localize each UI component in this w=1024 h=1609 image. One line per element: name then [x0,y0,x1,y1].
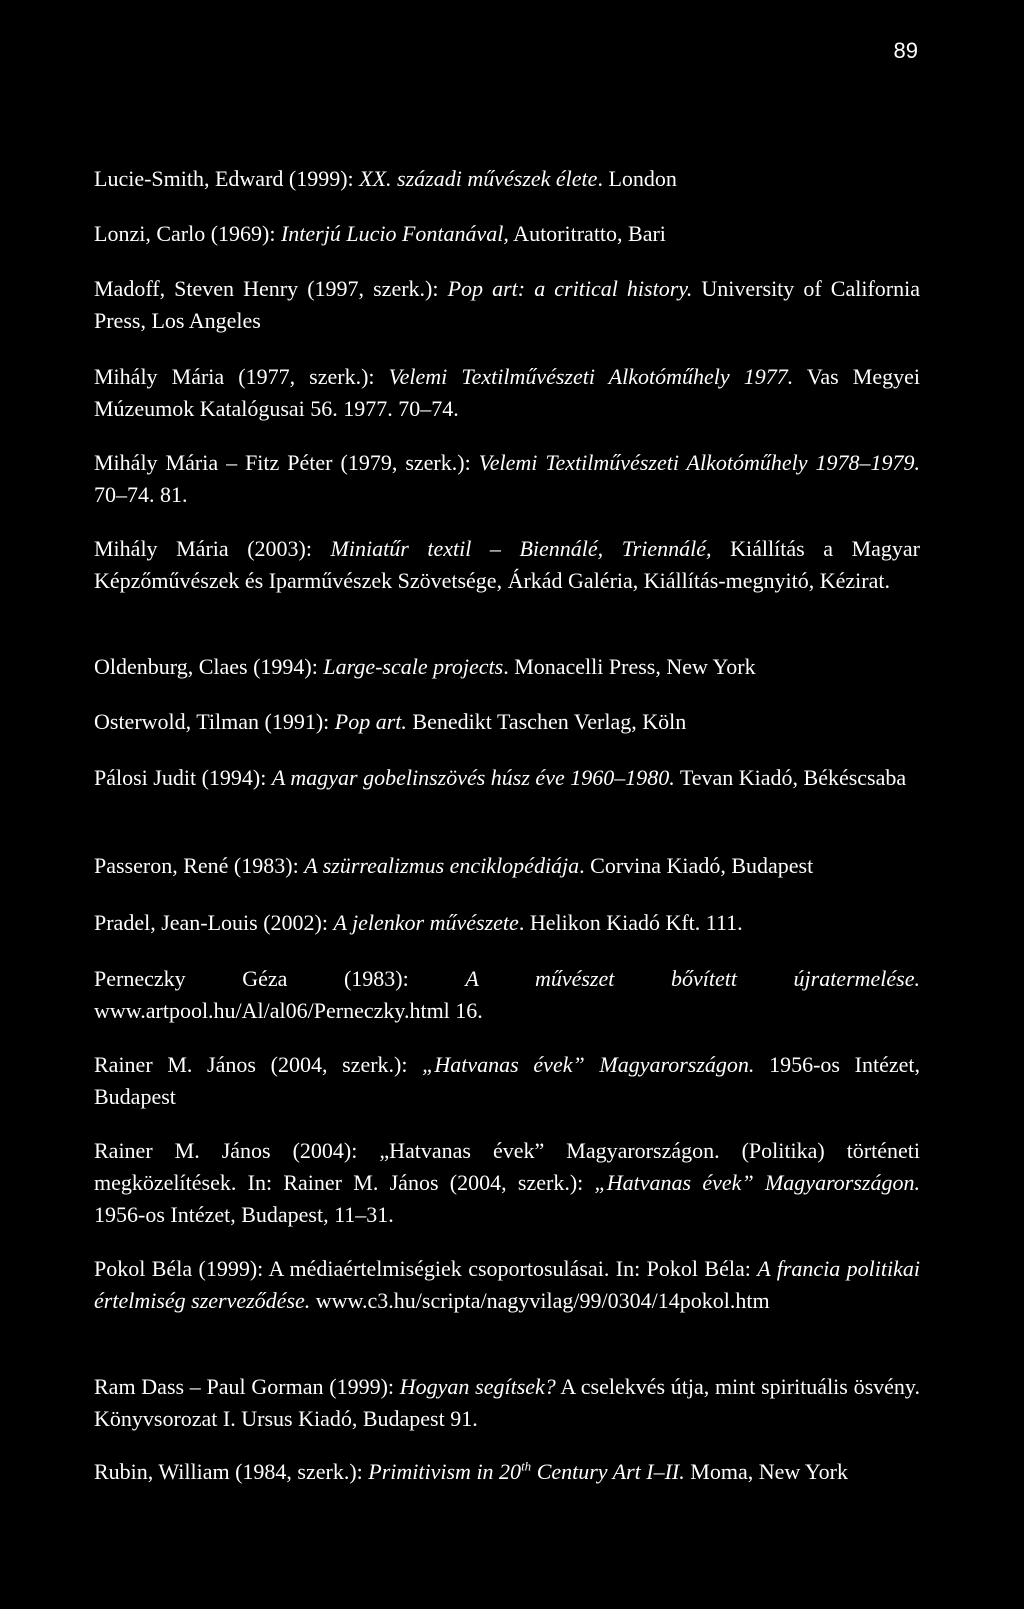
bibliography-entry: Ram Dass – Paul Gorman (1999): Hogyan segítsek? A cselekvés útja, mint spirituális ösvény. Könyvsorozat I. Ursus Kiadó, Budapest 91. [94,1374,920,1431]
bibliography-entry: Madoff, Steven Henry (1997, szerk.): Pop art: a critical history. University of California Press, Los Angeles [94,276,920,333]
bibliography-entry: Rainer M. János (2004): „Hatvanas évek” Magyarországon. (Politika) történeti megközelítések. In: Rainer M. János (2004, szerk.): „Hatvanas évek” Magyarországon. 1956-os Intézet, Budapest, 11–31. [94,1138,920,1227]
bibliography-entry: Pálosi Judit (1994): A magyar gobelinszövés húsz éve 1960–1980. Tevan Kiadó, Békéscsaba [94,765,907,790]
bibliography-entry: Pradel, Jean-Louis (2002): A jelenkor művészete. Helikon Kiadó Kft. 111. [94,910,743,935]
bibliography-entry: Lonzi, Carlo (1969): Interjú Lucio Fontanával, Autoritratto, Bari [94,221,666,246]
bibliography-entry: Mihály Mária (1977, szerk.): Velemi Textilművészeti Alkotóműhely 1977. Vas Megyei Múzeumok Katalógusai 56. 1977. 70–74. [94,364,920,421]
bibliography-entry: Pokol Béla (1999): A médiaértelmiségiek csoportosulásai. In: Pokol Béla: A francia politikai értelmiség szerveződése. www.c3.hu/scripta/nagyvilag/99/0304/14pokol.htm [94,1256,920,1313]
bibliography-entry: Rubin, William (1984, szerk.): Primitivism in 20th Century Art I–II. Moma, New York [94,1458,848,1484]
bibliography-entry: Rainer M. János (2004, szerk.): „Hatvanas évek” Magyarországon. 1956-os Intézet, Budapest [94,1052,920,1109]
bibliography-entry: Oldenburg, Claes (1994): Large-scale projects. Monacelli Press, New York [94,654,756,679]
bibliography-entry: Osterwold, Tilman (1991): Pop art. Benedikt Taschen Verlag, Köln [94,709,687,734]
bibliography-entry: Lucie-Smith, Edward (1999): XX. századi művészek élete. London [94,166,677,191]
bibliography-entry: Mihály Mária – Fitz Péter (1979, szerk.): Velemi Textilművészeti Alkotóműhely 1978–1979. 70–74. 81. [94,450,920,507]
bibliography-entry: Perneczky Géza (1983): A művészet bővített újratermelése. www.artpool.hu/Al/al06/Perneczky.html 16. [94,966,920,1023]
bibliography-entry: Passeron, René (1983): A szürrealizmus enciklopédiája. Corvina Kiadó, Budapest [94,853,814,878]
bibliography-entry: Mihály Mária (2003): Miniatűr textil – Biennálé, Triennálé, Kiállítás a Magyar Képzőművészek és Iparművészek Szövetsége, Árkád Galéria, Kiállítás-megnyitó, Kézirat. [94,536,920,593]
page-number: 89 [893,38,918,63]
